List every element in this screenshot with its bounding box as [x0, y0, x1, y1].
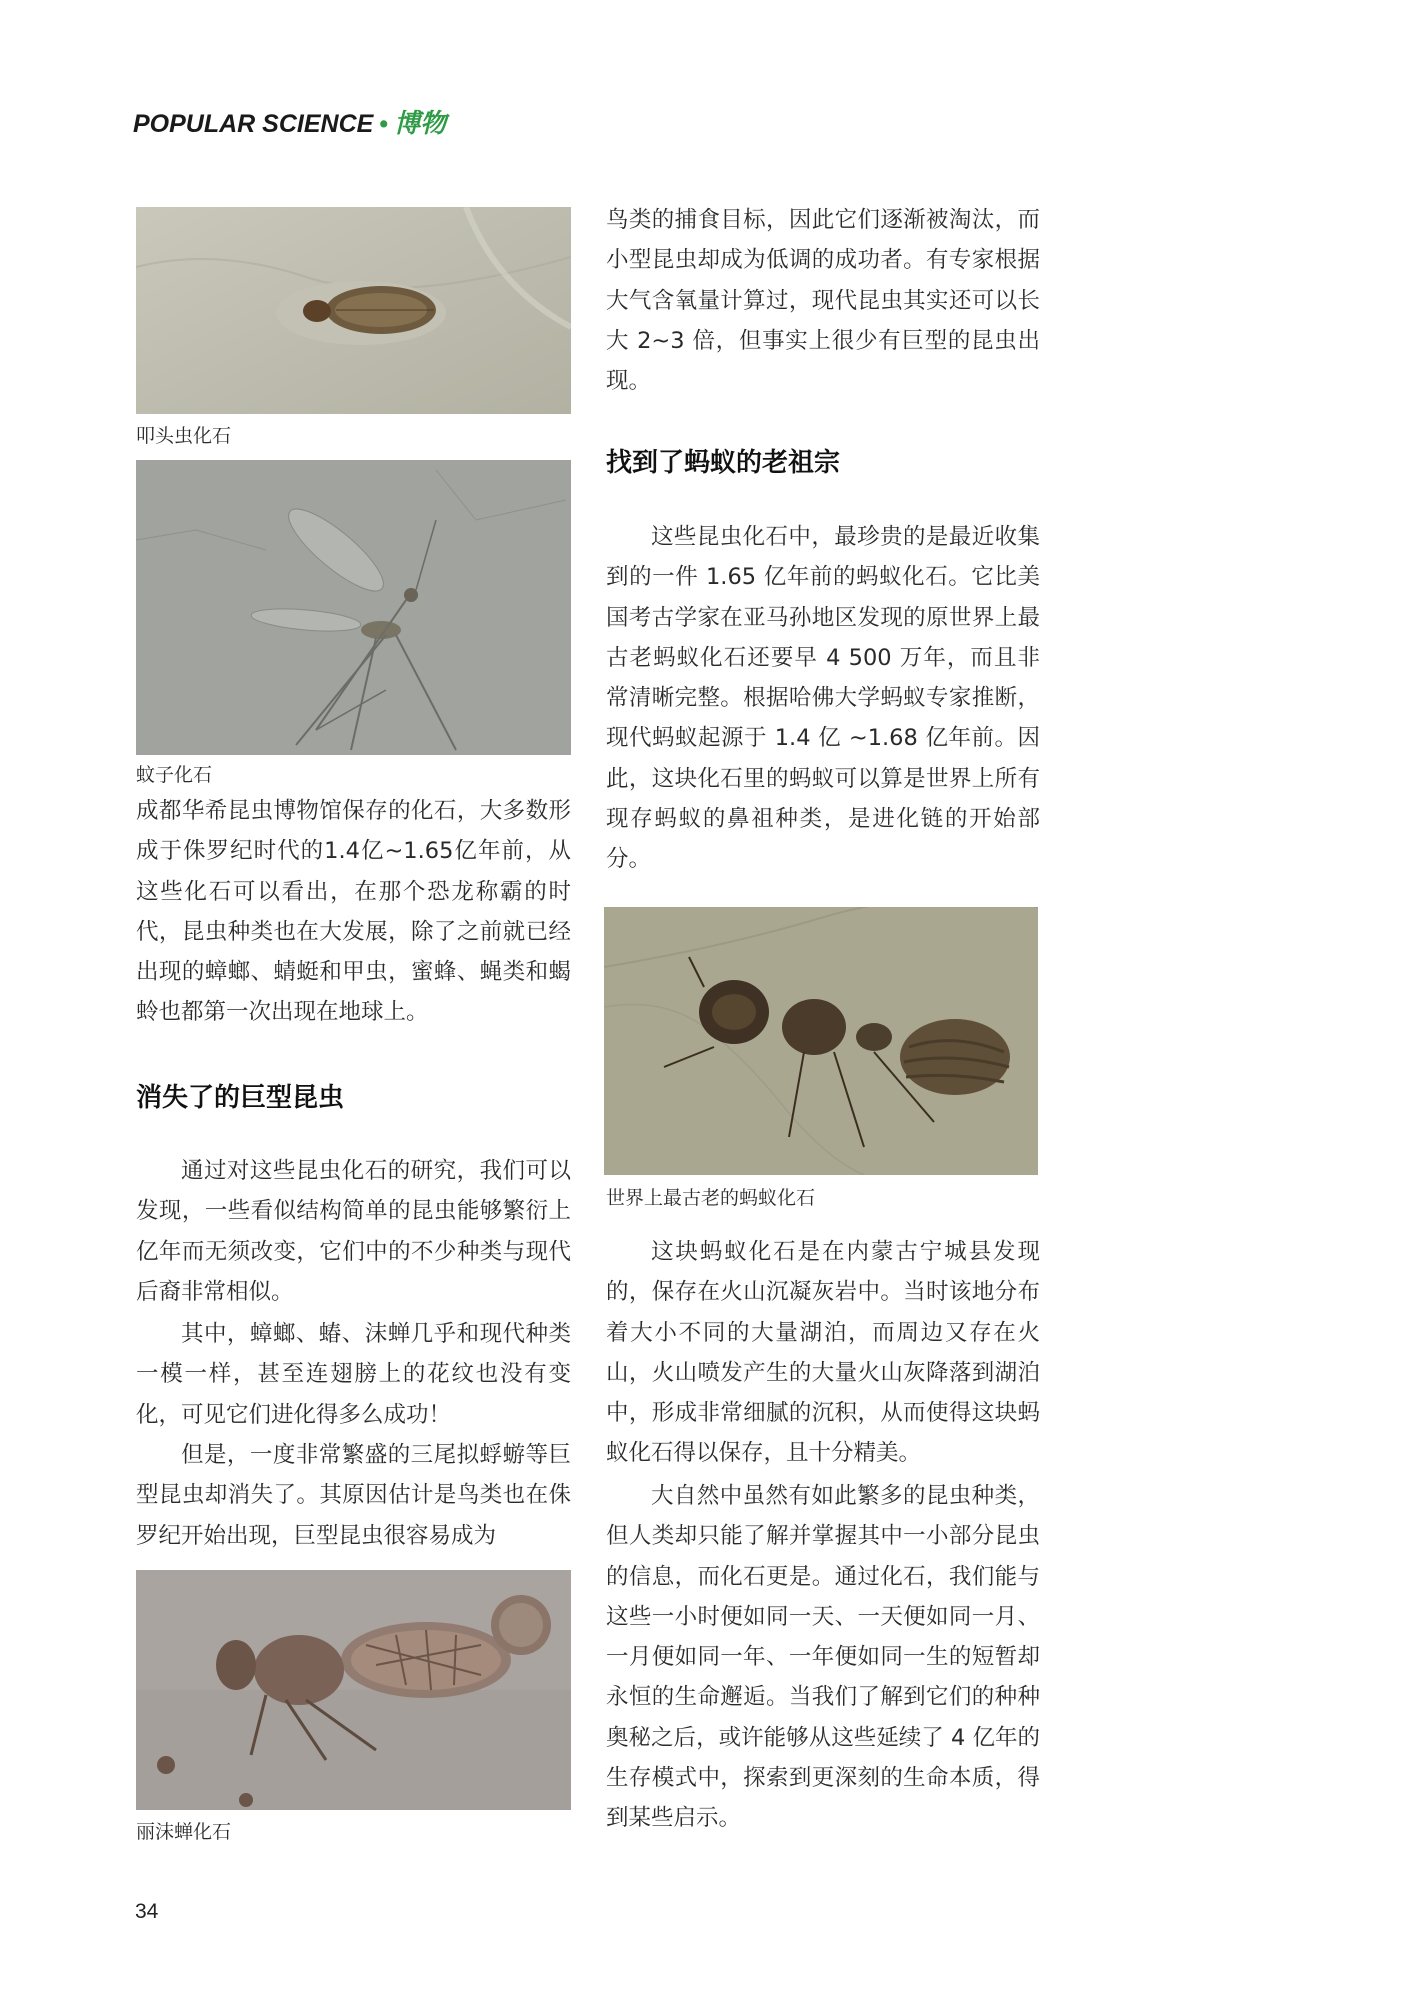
figure-caption-froghopper: 丽沫蝉化石	[136, 1821, 232, 1843]
paragraph-ant-fossil-origin: 这块蚂蚁化石是在内蒙古宁城县发现的，保存在火山沉凝灰岩中。当时该地分布着大小不同的大量湖泊，而周边又存在火山，火山喷发产生的大量火山灰降落到湖泊中，形成非常细腻的沉积，从而使得这块蚂蚁化石得以保存，且十分精美。	[606, 1239, 1040, 1467]
section-heading-vanished-giant-insects: 消失了的巨型昆虫	[136, 1083, 345, 1113]
oldest-ant-fossil-photo	[604, 907, 1038, 1175]
click-beetle-fossil-photo	[136, 207, 571, 414]
header-separator: •	[379, 110, 389, 138]
paragraph-ant-fossil: 这些昆虫化石中，最珍贵的是最近收集到的一件 1.65 亿年前的蚂蚁化石。它比美国考古学家在亚马孙地区发现的原世界上最古老蚂蚁化石还要早 4 500 万年，而且非常清晰完整。根据哈佛大学蚂蚁专家推断，现代蚂蚁起源于 1.4 亿 ~1.68 亿年前。因此，这块化石里的蚂蚁可以算是世界上所有现存蚂蚁的鼻祖种类，是进化链的开始部分。	[606, 524, 1040, 873]
figure-caption-mosquito: 蚊子化石	[136, 764, 213, 786]
paragraph-cockroach-similarity: 其中，蟑螂、蝽、沫蝉几乎和现代种类一模一样，甚至连翅膀上的花纹也没有变化，可见它们进化得多么成功！	[136, 1321, 571, 1428]
page-number: 34	[135, 1900, 159, 1923]
header-title-cn: 博物	[394, 109, 447, 139]
header-title-en: POPULAR SCIENCE	[133, 110, 374, 138]
paragraph-conclusion: 大自然中虽然有如此繁多的昆虫种类，但人类却只能了解并掌握其中一小部分昆虫的信息，而化石更是。通过化石，我们能与这些一小时便如同一天、一天便如同一月、一月便如同一年、一年便如同一生的短暂却永恒的生命邂逅。当我们了解到它们的种种奥秘之后，或许能够从这些延续了 4 亿年的生存模式中，探索到更深刻的生命本质，得到某些启示。	[606, 1483, 1040, 1832]
paragraph-fossil-research: 通过对这些昆虫化石的研究，我们可以发现，一些看似结构简单的昆虫能够繁衍上亿年而无须改变，它们中的不少种类与现代后裔非常相似。	[136, 1158, 571, 1305]
section-heading-ant-ancestor: 找到了蚂蚁的老祖宗	[606, 448, 841, 478]
figure-caption-oldest-ant: 世界上最古老的蚂蚁化石	[606, 1187, 816, 1209]
figure-caption-click-beetle: 叩头虫化石	[136, 425, 232, 447]
froghopper-fossil-photo	[136, 1570, 571, 1810]
mosquito-fossil-photo	[136, 460, 571, 755]
paragraph-giant-insects-vanished: 但是，一度非常繁盛的三尾拟蜉蝣等巨型昆虫却消失了。其原因估计是鸟类也在侏罗纪开始出现，巨型昆虫很容易成为	[136, 1442, 571, 1549]
magazine-section-header	[133, 103, 446, 143]
intro-paragraph: 成都华希昆虫博物馆保存的化石，大多数形成于侏罗纪时代的1.4亿~1.65亿年前，从这些化石可以看出，在那个恐龙称霸的时代，昆虫种类也在大发展，除了之前就已经出现的蟑螂、蜻蜓和甲虫，蜜蜂、蝇类和蝎蛉也都第一次出现在地球上。	[136, 798, 571, 1026]
paragraph-continuation: 鸟类的捕食目标，因此它们逐渐被淘汰，而小型昆虫却成为低调的成功者。有专家根据大气含氧量计算过，现代昆虫其实还可以长大 2~3 倍，但事实上很少有巨型的昆虫出现。	[606, 207, 1040, 395]
